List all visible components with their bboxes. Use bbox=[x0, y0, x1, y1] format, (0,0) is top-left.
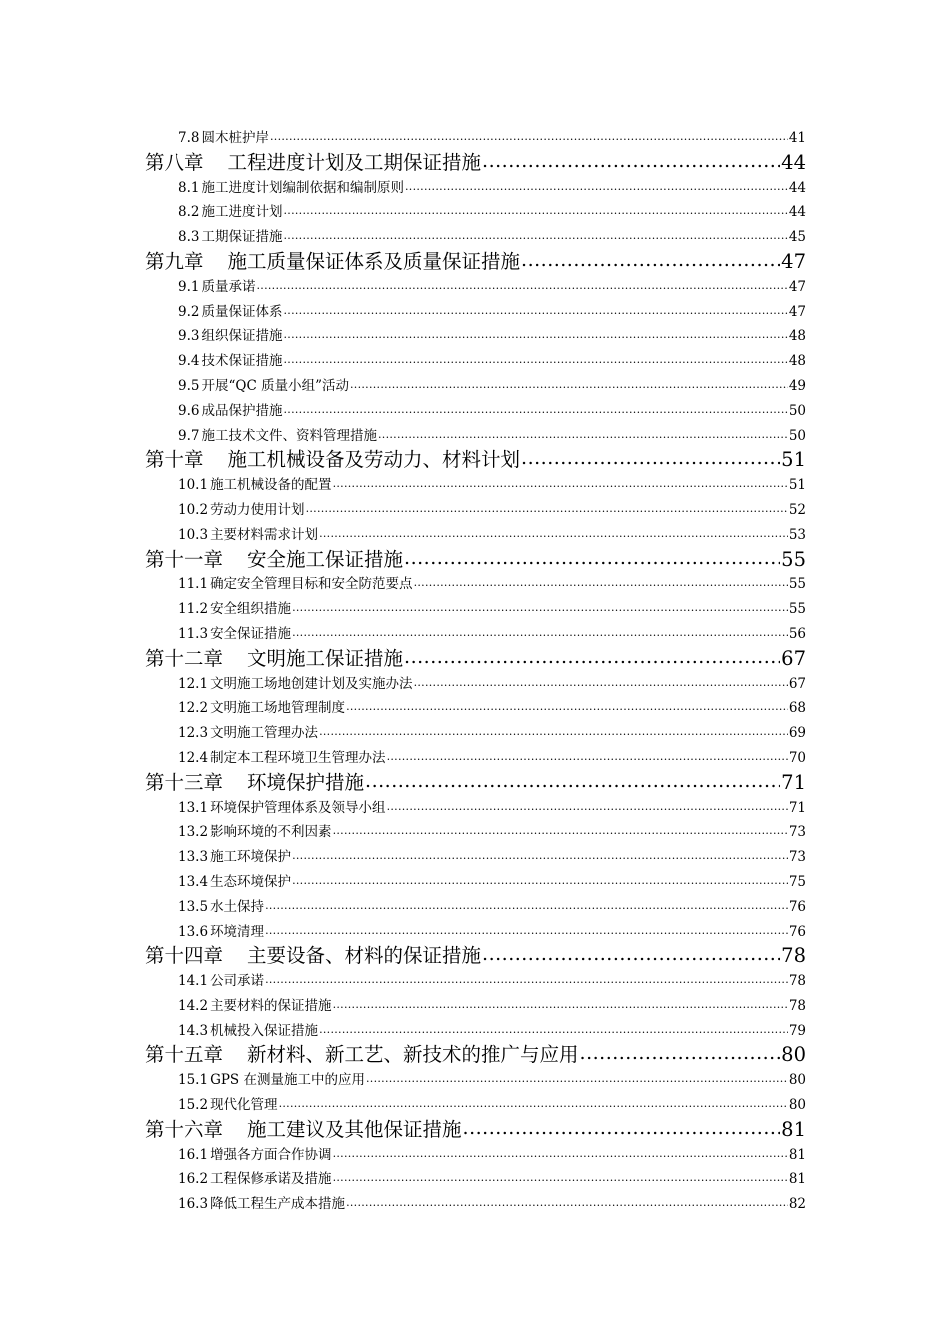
toc-chapter-entry[interactable] bbox=[145, 1118, 806, 1143]
toc-section-entry[interactable] bbox=[145, 845, 806, 870]
toc-entry-title bbox=[178, 672, 413, 697]
dot-leader bbox=[256, 275, 787, 299]
toc-entry-number: 7.8 bbox=[178, 130, 200, 146]
dot-leader bbox=[292, 845, 788, 869]
toc-entry-text: 施工建议及其他保证措施 bbox=[247, 1117, 462, 1141]
toc-section-entry[interactable] bbox=[145, 721, 806, 746]
dot-leader bbox=[319, 523, 788, 547]
toc-page-number: 71 bbox=[788, 799, 806, 816]
toc-entry-text: 质量承诺 bbox=[201, 278, 256, 295]
dot-leader bbox=[265, 920, 788, 944]
toc-entry-number: 8.2 bbox=[178, 204, 200, 221]
toc-section-entry[interactable] bbox=[145, 672, 806, 697]
toc-entry-title bbox=[145, 647, 403, 672]
toc-entry-number: 第十六章 bbox=[145, 1117, 224, 1141]
toc-entry-title bbox=[145, 1043, 579, 1068]
toc-entry-text: 环境保护措施 bbox=[247, 770, 365, 794]
dot-leader bbox=[333, 1167, 788, 1191]
toc-section-entry[interactable] bbox=[145, 176, 806, 201]
toc-entry-text: 制定本工程环境卫生管理办法 bbox=[210, 749, 386, 766]
dot-leader bbox=[283, 349, 787, 373]
toc-section-entry[interactable] bbox=[145, 796, 806, 821]
toc-entry-text: 现代化管理 bbox=[210, 1097, 278, 1114]
toc-page-number: 48 bbox=[788, 328, 806, 345]
toc-entry-number: 第九章 bbox=[145, 249, 204, 273]
toc-entry-text: 施工质量保证体系及质量保证措施 bbox=[227, 249, 521, 273]
toc-page-number: 67 bbox=[788, 675, 806, 692]
toc-entry-number: 第十五章 bbox=[145, 1043, 224, 1067]
dot-leader bbox=[319, 1019, 788, 1043]
toc-entry-title bbox=[178, 324, 282, 349]
toc-entry-number: 11.3 bbox=[178, 625, 209, 642]
toc-entry-title bbox=[178, 1192, 345, 1217]
dot-leader bbox=[265, 969, 788, 993]
toc-section-entry[interactable] bbox=[145, 895, 806, 920]
toc-entry-text: 组织保证措施 bbox=[201, 328, 283, 345]
toc-entry-title bbox=[178, 1093, 278, 1118]
toc-page-number: 55 bbox=[788, 601, 806, 618]
toc-entry-number: 13.2 bbox=[178, 824, 209, 841]
toc-entry-title bbox=[145, 250, 520, 275]
toc-page-number: 68 bbox=[788, 700, 806, 717]
toc-entry-title bbox=[178, 1068, 365, 1093]
toc-entry-number: 16.1 bbox=[178, 1146, 209, 1163]
toc-entry-title bbox=[145, 944, 481, 969]
toc-entry-text: 主要材料的保证措施 bbox=[210, 997, 332, 1014]
toc-section-entry[interactable] bbox=[145, 820, 806, 845]
toc-entry-number: 第十章 bbox=[145, 448, 204, 472]
toc-entry-title bbox=[178, 473, 332, 498]
toc-entry-title bbox=[145, 771, 364, 796]
toc-entry-title bbox=[178, 498, 305, 523]
toc-entry-title bbox=[178, 200, 282, 225]
dot-leader bbox=[482, 151, 780, 174]
toc-entry-text: 影响环境的不利因素 bbox=[210, 824, 332, 841]
dot-leader bbox=[580, 1043, 781, 1066]
toc-page-number: 75 bbox=[788, 873, 806, 890]
dot-leader bbox=[283, 200, 787, 224]
toc-entry-title bbox=[178, 969, 264, 994]
toc-entry-title bbox=[178, 597, 291, 622]
dot-leader bbox=[482, 944, 780, 967]
dot-leader bbox=[405, 176, 788, 200]
toc-page-number: 56 bbox=[788, 625, 806, 642]
dot-leader bbox=[283, 300, 787, 324]
toc-entry-text: 工程保修承诺及措施 bbox=[210, 1171, 332, 1188]
toc-entry-number: 11.2 bbox=[178, 601, 209, 618]
toc-page-number: 76 bbox=[788, 898, 806, 915]
toc-entry-text: 新材料、新工艺、新技术的推广与应用 bbox=[247, 1043, 579, 1067]
toc-entry-text: 施工机械设备及劳动力、材料计划 bbox=[227, 448, 521, 472]
toc-entry-text: 文明施工管理办法 bbox=[210, 725, 319, 742]
toc-entry-text: 施工机械设备的配置 bbox=[210, 477, 332, 494]
dot-leader bbox=[404, 548, 780, 571]
dot-leader bbox=[414, 572, 788, 596]
toc-page-number: 50 bbox=[788, 402, 806, 419]
toc-page-number: 73 bbox=[788, 824, 806, 841]
toc-page-number: 76 bbox=[788, 923, 806, 940]
toc-page-number: 55 bbox=[781, 547, 806, 571]
toc-page-number: 82 bbox=[788, 1196, 806, 1213]
toc-entry-text: 施工进度计划 bbox=[201, 204, 283, 221]
toc-page-number: 70 bbox=[788, 749, 806, 766]
toc-entry-number: 14.2 bbox=[178, 997, 209, 1014]
toc-section-entry[interactable] bbox=[145, 374, 806, 399]
dot-leader bbox=[292, 622, 788, 646]
toc-section-entry[interactable] bbox=[145, 498, 806, 523]
toc-page-number: 80 bbox=[788, 1097, 806, 1114]
toc-entry-text: 圆木桩护岸 bbox=[201, 130, 269, 146]
toc-entry-text: 水土保持 bbox=[210, 898, 265, 915]
toc-entry-number: 16.2 bbox=[178, 1171, 209, 1188]
toc-entry-number: 第十一章 bbox=[145, 547, 224, 571]
toc-entry-title bbox=[178, 870, 291, 895]
toc-entry-number: 13.3 bbox=[178, 849, 209, 866]
toc-entry-number: 14.1 bbox=[178, 973, 209, 990]
toc-entry-text: 成品保护措施 bbox=[201, 402, 283, 419]
toc-entry-number: 9.6 bbox=[178, 402, 200, 419]
toc-page-number: 48 bbox=[788, 353, 806, 370]
toc-entry-title bbox=[178, 275, 255, 300]
toc-page-number: 51 bbox=[788, 477, 806, 494]
toc-chapter-entry[interactable] bbox=[145, 548, 806, 573]
dot-leader bbox=[265, 895, 788, 919]
toc-entry-title bbox=[178, 300, 282, 325]
toc-entry-number: 12.2 bbox=[178, 700, 209, 717]
toc-entry-text: 施工环境保护 bbox=[210, 849, 292, 866]
toc-chapter-entry[interactable] bbox=[145, 771, 806, 796]
toc-page-number: 47 bbox=[781, 249, 806, 273]
toc-section-entry[interactable] bbox=[145, 597, 806, 622]
toc-entry-number: 第十四章 bbox=[145, 944, 224, 968]
toc-section-entry[interactable] bbox=[145, 324, 806, 349]
toc-chapter-entry[interactable] bbox=[145, 250, 806, 275]
toc-section-entry[interactable] bbox=[145, 1068, 806, 1093]
toc-entry-title bbox=[178, 920, 264, 945]
toc-page-number: 55 bbox=[788, 576, 806, 593]
toc-page-number: 78 bbox=[781, 944, 806, 968]
toc-entry-text: 工期保证措施 bbox=[201, 229, 283, 246]
toc-entry-title bbox=[178, 746, 386, 771]
toc-section-entry[interactable] bbox=[145, 920, 806, 945]
toc-section-entry[interactable] bbox=[145, 349, 806, 374]
toc-entry-number: 10.3 bbox=[178, 526, 209, 543]
toc-page-number: 49 bbox=[788, 377, 806, 394]
toc-section-entry[interactable] bbox=[145, 622, 806, 647]
toc-section-entry[interactable] bbox=[145, 300, 806, 325]
dot-leader bbox=[270, 126, 788, 150]
toc-entry-number: 8.3 bbox=[178, 229, 200, 246]
toc-entry-text: 环境清理 bbox=[210, 923, 265, 940]
toc-entry-title bbox=[178, 523, 318, 548]
toc-page-number: 79 bbox=[788, 1022, 806, 1039]
dot-leader bbox=[333, 820, 788, 844]
dot-leader bbox=[387, 746, 788, 770]
toc-entry-title bbox=[178, 399, 282, 424]
toc-entry-title bbox=[145, 1118, 462, 1143]
toc-entry-text: 施工进度计划编制依据和编制原则 bbox=[201, 179, 404, 196]
toc-section-entry[interactable] bbox=[145, 870, 806, 895]
toc-section-entry[interactable] bbox=[145, 969, 806, 994]
toc-page-number: 47 bbox=[788, 278, 806, 295]
toc-entry-number: 15.2 bbox=[178, 1097, 209, 1114]
toc-section-entry[interactable] bbox=[145, 696, 806, 721]
toc-chapter-entry[interactable] bbox=[145, 448, 806, 473]
toc-section-entry[interactable] bbox=[145, 200, 806, 225]
toc-entry-text: 文明施工场地创建计划及实施办法 bbox=[210, 675, 413, 692]
toc-page-number: 78 bbox=[788, 973, 806, 990]
toc-entry-number: 10.2 bbox=[178, 501, 209, 518]
toc-chapter-entry[interactable] bbox=[145, 647, 806, 672]
toc-entry-number: 12.1 bbox=[178, 675, 209, 692]
toc-entry-text: 技术保证措施 bbox=[201, 353, 283, 370]
toc-entry-text: 安全施工保证措施 bbox=[247, 547, 404, 571]
dot-leader bbox=[292, 870, 788, 894]
toc-entry-text: 安全保证措施 bbox=[210, 625, 292, 642]
toc-entry-title bbox=[178, 126, 269, 151]
toc-entry-title bbox=[178, 994, 332, 1019]
dot-leader bbox=[463, 1118, 781, 1141]
toc-entry-number: 14.3 bbox=[178, 1022, 209, 1039]
toc-page-number: 47 bbox=[788, 303, 806, 320]
toc-section-entry[interactable] bbox=[145, 572, 806, 597]
dot-leader bbox=[404, 647, 780, 670]
toc-page-number: 78 bbox=[788, 997, 806, 1014]
toc-entry-number: 第十二章 bbox=[145, 646, 224, 670]
dot-leader bbox=[279, 1093, 788, 1117]
toc-entry-text: 主要设备、材料的保证措施 bbox=[247, 944, 482, 968]
toc-entry-number: 10.1 bbox=[178, 477, 209, 494]
toc-entry-number: 13.1 bbox=[178, 799, 209, 816]
toc-entry-number: 15.1 bbox=[178, 1072, 209, 1089]
toc-page-number: 41 bbox=[788, 130, 806, 146]
toc-entry-text: 质量保证体系 bbox=[201, 303, 283, 320]
toc-page-number: 50 bbox=[788, 427, 806, 444]
table-of-contents bbox=[145, 126, 806, 1217]
toc-entry-number: 第十三章 bbox=[145, 770, 224, 794]
toc-entry-title bbox=[178, 895, 264, 920]
toc-chapter-entry[interactable] bbox=[145, 1043, 806, 1068]
toc-section-entry[interactable] bbox=[145, 523, 806, 548]
toc-page-number: 69 bbox=[788, 725, 806, 742]
toc-page-number: 53 bbox=[788, 526, 806, 543]
toc-entry-text: 降低工程生产成本措施 bbox=[210, 1196, 346, 1213]
dot-leader bbox=[306, 498, 788, 522]
toc-entry-text: 环境保护管理体系及领导小组 bbox=[210, 799, 386, 816]
toc-entry-text: 文明施工保证措施 bbox=[247, 646, 404, 670]
dot-leader bbox=[365, 771, 780, 794]
toc-entry-title bbox=[178, 225, 282, 250]
toc-entry-text: 确定安全管理目标和安全防范要点 bbox=[210, 576, 413, 593]
toc-page-number: 81 bbox=[781, 1117, 806, 1141]
dot-leader bbox=[346, 1192, 788, 1216]
toc-entry-text: 施工技术文件、资料管理措施 bbox=[201, 427, 377, 444]
toc-entry-text: 公司承诺 bbox=[210, 973, 265, 990]
toc-page-number: 80 bbox=[781, 1043, 806, 1067]
dot-leader bbox=[521, 448, 780, 471]
toc-entry-number: 13.6 bbox=[178, 923, 209, 940]
toc-section-entry[interactable] bbox=[145, 994, 806, 1019]
dot-leader bbox=[378, 424, 788, 448]
toc-entry-number: 12.3 bbox=[178, 725, 209, 742]
toc-entry-text: 工程进度计划及工期保证措施 bbox=[227, 150, 482, 174]
toc-page-number: 80 bbox=[788, 1072, 806, 1089]
toc-entry-number: 9.7 bbox=[178, 427, 200, 444]
toc-page-number: 81 bbox=[788, 1171, 806, 1188]
dot-leader bbox=[292, 597, 788, 621]
dot-leader bbox=[283, 225, 787, 249]
toc-entry-title bbox=[178, 696, 345, 721]
toc-chapter-entry[interactable] bbox=[145, 944, 806, 969]
dot-leader bbox=[366, 1068, 788, 1092]
toc-entry-text: 增强各方面合作协调 bbox=[210, 1146, 332, 1163]
toc-entry-number: 9.5 bbox=[178, 377, 200, 394]
toc-entry-number: 9.2 bbox=[178, 303, 200, 320]
toc-entry-number: 11.1 bbox=[178, 576, 209, 593]
toc-entry-text: 主要材料需求计划 bbox=[210, 526, 319, 543]
toc-page-number: 45 bbox=[788, 229, 806, 246]
toc-entry-title bbox=[178, 622, 291, 647]
toc-entry-title bbox=[145, 151, 481, 176]
toc-entry-title bbox=[178, 845, 291, 870]
toc-entry-title bbox=[178, 820, 332, 845]
toc-section-entry[interactable] bbox=[145, 126, 806, 151]
toc-section-entry[interactable] bbox=[145, 1167, 806, 1192]
toc-entry-number: 13.5 bbox=[178, 898, 209, 915]
toc-entry-text: 劳动力使用计划 bbox=[210, 501, 305, 518]
toc-entry-title bbox=[178, 572, 413, 597]
toc-section-entry[interactable] bbox=[145, 1093, 806, 1118]
toc-section-entry[interactable] bbox=[145, 399, 806, 424]
toc-section-entry[interactable] bbox=[145, 225, 806, 250]
dot-leader bbox=[521, 250, 780, 273]
toc-entry-number: 9.4 bbox=[178, 353, 200, 370]
toc-section-entry[interactable] bbox=[145, 1192, 806, 1217]
toc-entry-title bbox=[178, 1019, 318, 1044]
toc-entry-title bbox=[178, 1167, 332, 1192]
toc-page-number: 44 bbox=[788, 179, 806, 196]
toc-section-entry[interactable] bbox=[145, 473, 806, 498]
toc-entry-title bbox=[178, 349, 282, 374]
toc-page-number: 52 bbox=[788, 501, 806, 518]
toc-section-entry[interactable] bbox=[145, 1143, 806, 1168]
toc-entry-number: 13.4 bbox=[178, 873, 209, 890]
dot-leader bbox=[283, 399, 787, 423]
dot-leader bbox=[414, 672, 788, 696]
toc-page-number: 51 bbox=[781, 448, 806, 472]
dot-leader bbox=[283, 324, 787, 348]
toc-entry-number: 16.3 bbox=[178, 1196, 209, 1213]
toc-page-number: 67 bbox=[781, 646, 806, 670]
toc-entry-title bbox=[178, 1143, 332, 1168]
toc-page-number: 71 bbox=[781, 770, 806, 794]
dot-leader bbox=[333, 473, 788, 497]
toc-page-number: 44 bbox=[788, 204, 806, 221]
dot-leader bbox=[346, 696, 788, 720]
toc-chapter-entry[interactable] bbox=[145, 151, 806, 176]
toc-page-number: 73 bbox=[788, 849, 806, 866]
toc-entry-text: 文明施工场地管理制度 bbox=[210, 700, 346, 717]
dot-leader bbox=[333, 1143, 788, 1167]
toc-section-entry[interactable] bbox=[145, 275, 806, 300]
toc-section-entry[interactable] bbox=[145, 424, 806, 449]
toc-entry-title bbox=[178, 374, 349, 399]
toc-entry-title bbox=[178, 424, 377, 449]
toc-entry-number: 9.3 bbox=[178, 328, 200, 345]
dot-leader bbox=[387, 796, 788, 820]
toc-entry-title bbox=[178, 796, 386, 821]
toc-entry-title bbox=[178, 721, 318, 746]
toc-entry-number: 12.4 bbox=[178, 749, 209, 766]
dot-leader bbox=[319, 721, 788, 745]
toc-entry-title bbox=[145, 548, 403, 573]
toc-page-number: 81 bbox=[788, 1146, 806, 1163]
toc-entry-number: 8.1 bbox=[178, 179, 200, 196]
toc-entry-text: GPS 在测量施工中的应用 bbox=[210, 1072, 365, 1089]
toc-entry-text: 开展“QC 质量小组”活动 bbox=[201, 377, 349, 394]
toc-section-entry[interactable] bbox=[145, 1019, 806, 1044]
toc-entry-text: 机械投入保证措施 bbox=[210, 1022, 319, 1039]
dot-leader bbox=[333, 994, 788, 1018]
toc-entry-number: 第八章 bbox=[145, 150, 204, 174]
toc-entry-text: 生态环境保护 bbox=[210, 873, 292, 890]
toc-page-number: 44 bbox=[781, 150, 806, 174]
toc-entry-number: 9.1 bbox=[178, 278, 200, 295]
toc-entry-title bbox=[178, 176, 404, 201]
toc-entry-title bbox=[145, 448, 520, 473]
dot-leader bbox=[350, 374, 788, 398]
toc-entry-text: 安全组织措施 bbox=[210, 601, 292, 618]
toc-section-entry[interactable] bbox=[145, 746, 806, 771]
